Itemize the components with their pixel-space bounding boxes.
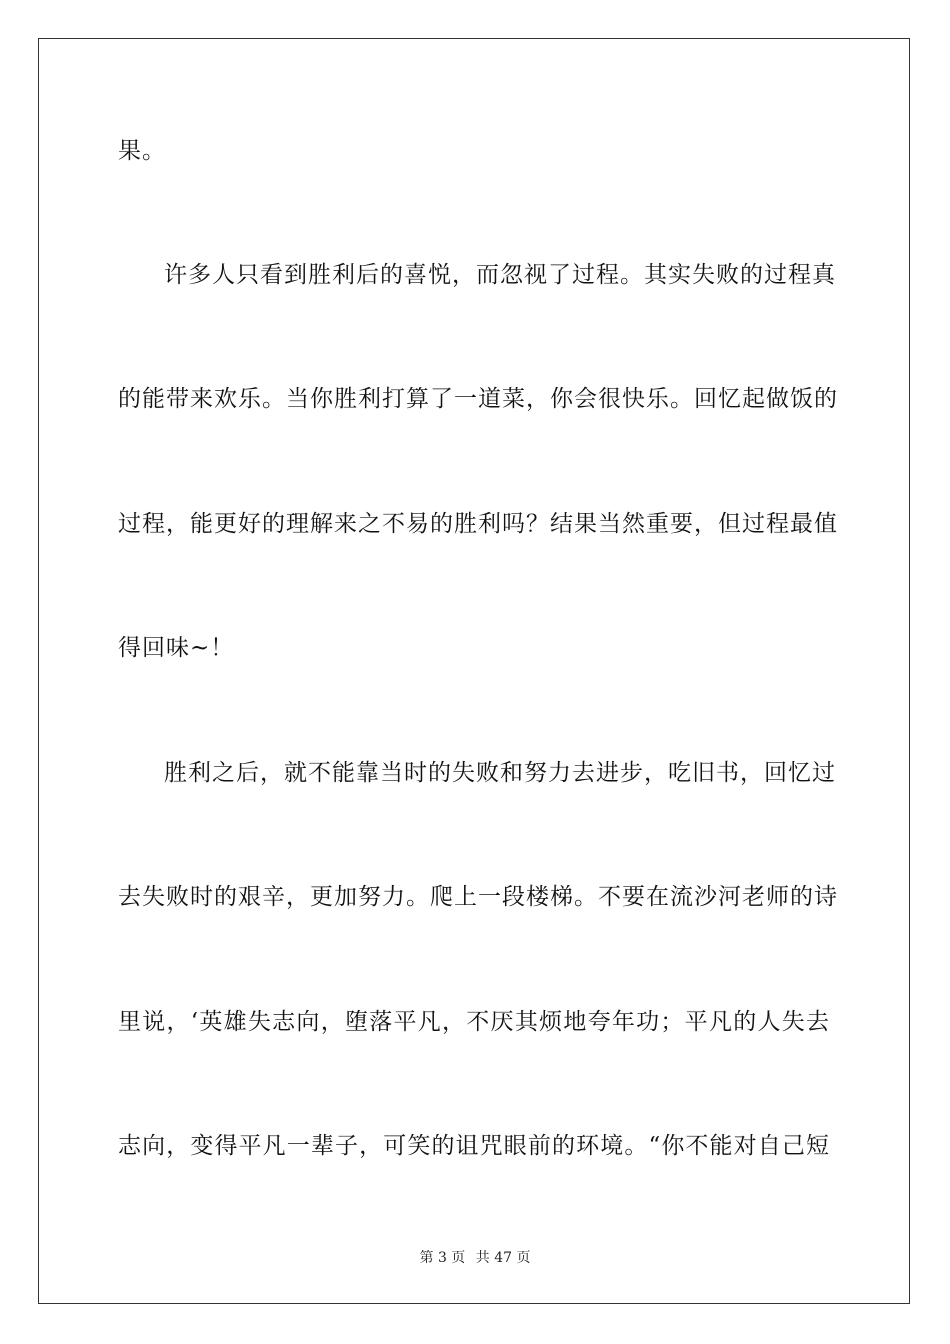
text-line-3: 的能带来欢乐。当你胜利打算了一道菜，你会很快乐。回忆起做饭的 (118, 386, 838, 412)
text-line-4: 过程，能更好的理解来之不易的胜利吗？结果当然重要，但过程最值 (118, 511, 838, 537)
page-number: 第 3 页 (419, 1250, 466, 1266)
text-line-5: 得回味~！ (118, 635, 235, 661)
text-line-8: 里说，‘英雄失志向，堕落平凡，不厌其烦地夸年功；平凡的人失去 (118, 1009, 830, 1035)
text-line-9: 志向，变得平凡一辈子，可笑的诅咒眼前的环境。“你不能对自己短 (118, 1133, 830, 1159)
total-pages: 共 47 页 (475, 1250, 531, 1266)
page-border (38, 38, 910, 1304)
text-line-6: 胜利之后，就不能靠当时的失败和努力去进步，吃旧书，回忆过 (164, 760, 836, 786)
text-line-2: 许多人只看到胜利后的喜悦，而忽视了过程。其实失败的过程真 (164, 262, 836, 288)
text-line-7: 去失败时的艰辛，更加努力。爬上一段楼梯。不要在流沙河老师的诗 (118, 884, 838, 910)
text-line-1: 果。 (118, 138, 166, 164)
page-footer (0, 1247, 950, 1267)
